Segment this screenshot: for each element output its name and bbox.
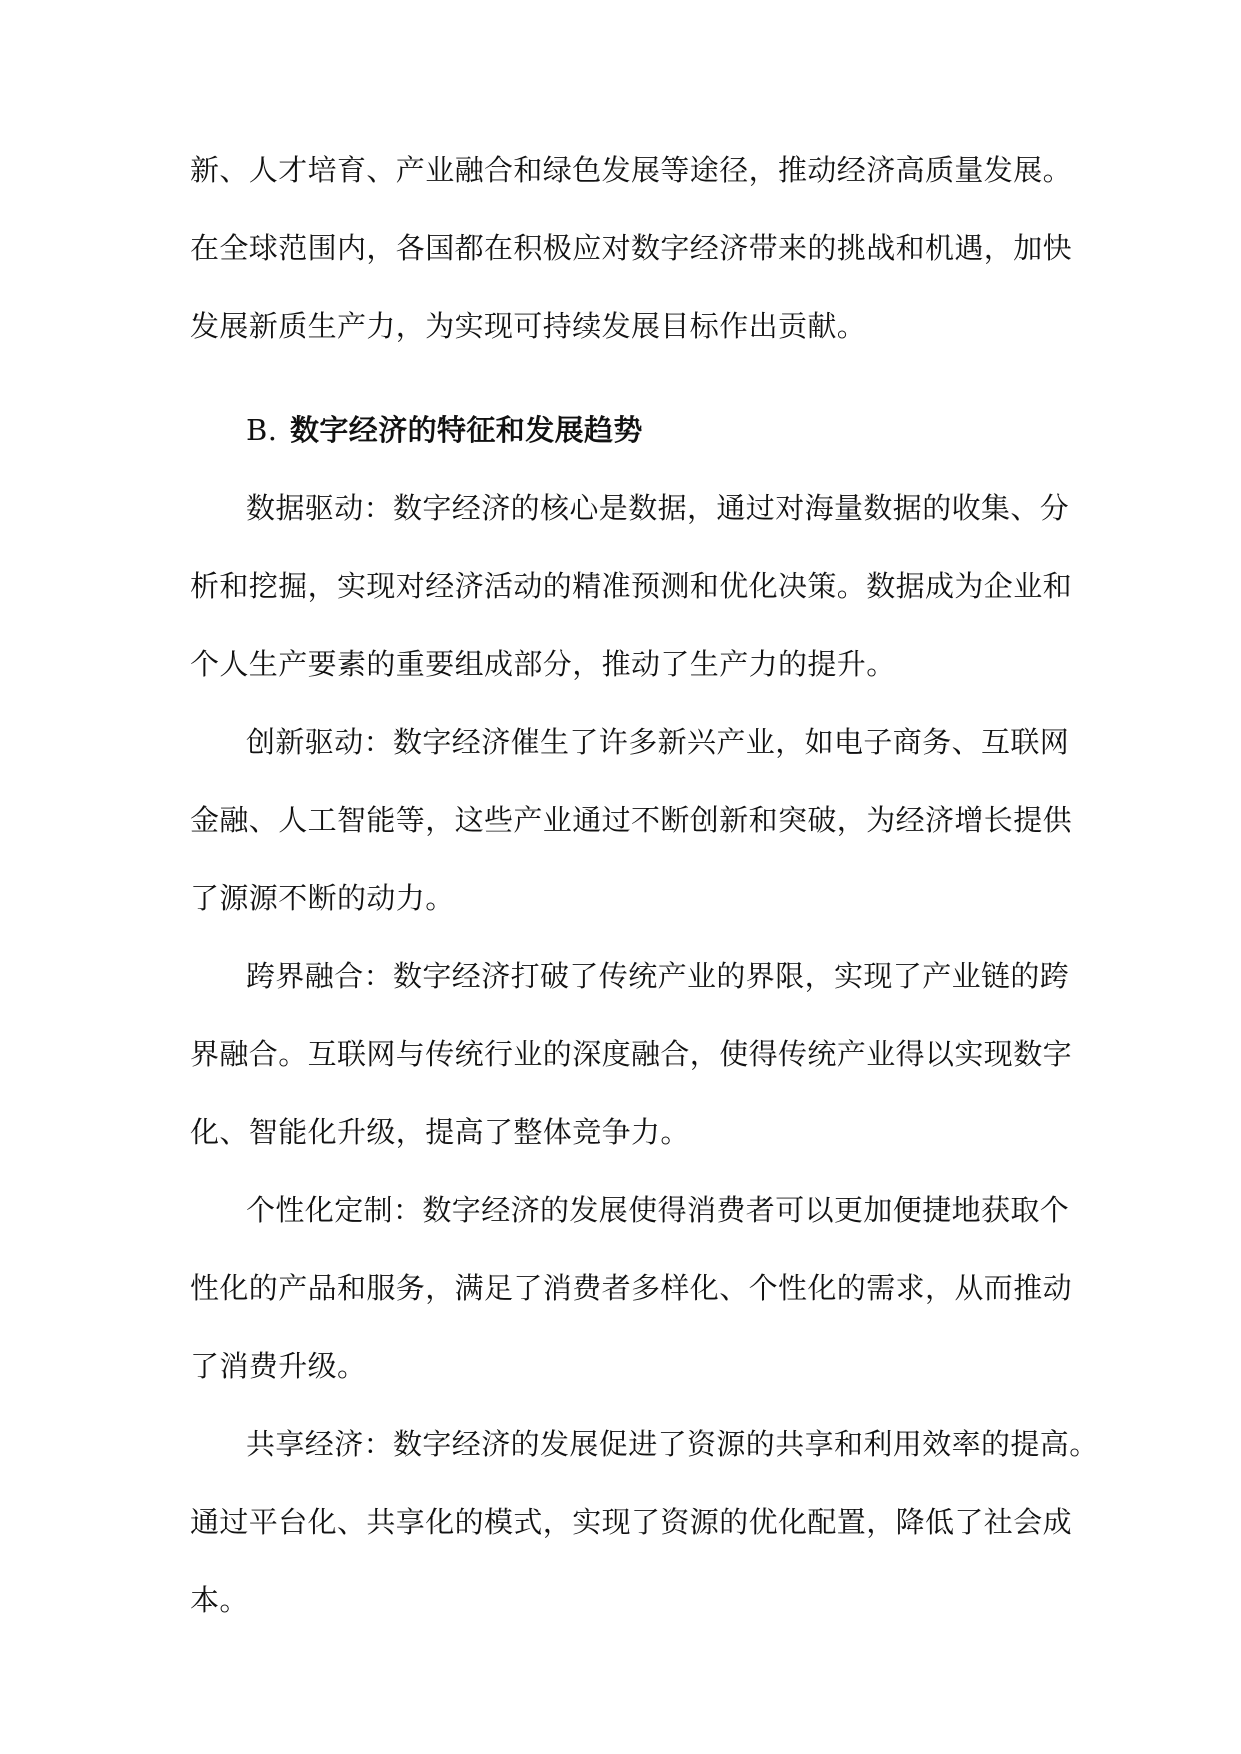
paragraph-line: 化、智能化升级，提高了整体竞争力。 <box>190 1115 690 1149</box>
paragraph-line: 跨界融合：数字经济打破了传统产业的界限，实现了产业链的跨 <box>246 959 1070 993</box>
section-heading <box>246 410 643 450</box>
paragraph-line: 了源源不断的动力。 <box>190 881 455 915</box>
paragraph-line: 金融、人工智能等，这些产业通过不断创新和突破，为经济增长提供 <box>190 803 1073 837</box>
paragraph-line: 个人生产要素的重要组成部分，推动了生产力的提升。 <box>190 647 896 681</box>
paragraph-line: 创新驱动：数字经济催生了许多新兴产业，如电子商务、互联网 <box>246 725 1070 759</box>
paragraph-line: 通过平台化、共享化的模式，实现了资源的优化配置，降低了社会成 <box>190 1505 1073 1539</box>
paragraph-line: 数据驱动：数字经济的核心是数据，通过对海量数据的收集、分 <box>246 491 1070 525</box>
paragraph-line: 个性化定制：数字经济的发展使得消费者可以更加便捷地获取个 <box>246 1193 1070 1227</box>
paragraph-line: 析和挖掘，实现对经济活动的精准预测和优化决策。数据成为企业和 <box>190 569 1073 603</box>
paragraph-line: 性化的产品和服务，满足了消费者多样化、个性化的需求，从而推动 <box>190 1271 1073 1305</box>
intro-line-3: 发展新质生产力，为实现可持续发展目标作出贡献。 <box>190 309 867 343</box>
section-marker: B. <box>246 413 278 447</box>
section-title: 数字经济的特征和发展趋势 <box>290 413 643 447</box>
paragraph-line: 了消费升级。 <box>190 1349 367 1383</box>
intro-line-2: 在全球范围内，各国都在积极应对数字经济带来的挑战和机遇，加快 <box>190 231 1073 265</box>
paragraph-line: 本。 <box>190 1583 249 1617</box>
paragraph-line: 共享经济：数字经济的发展促进了资源的共享和利用效率的提高。 <box>246 1427 1099 1461</box>
paragraph-line: 界融合。互联网与传统行业的深度融合，使得传统产业得以实现数字 <box>190 1037 1073 1071</box>
intro-line-1: 新、人才培育、产业融合和绿色发展等途径，推动经济高质量发展。 <box>190 153 1073 187</box>
